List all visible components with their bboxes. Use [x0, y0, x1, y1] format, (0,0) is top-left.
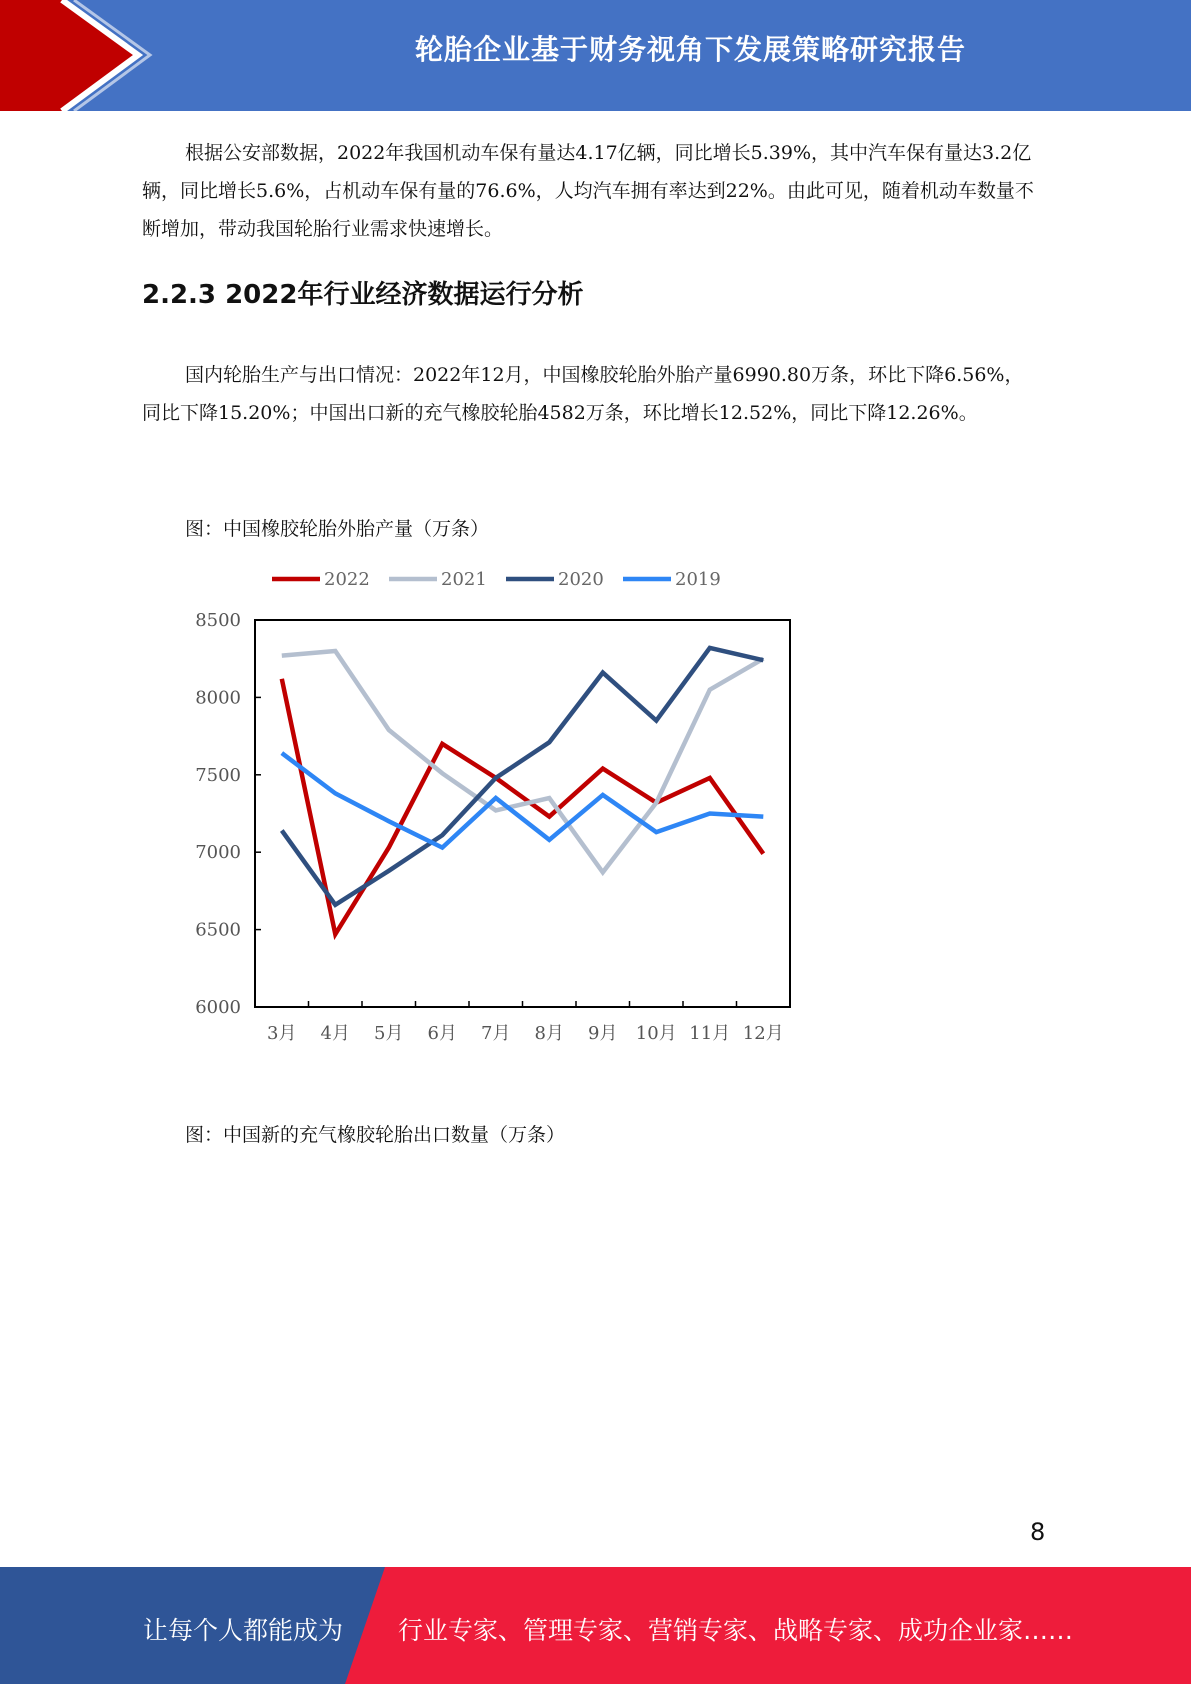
- paragraph-vehicle-ownership: 根据公安部数据，2022年我国机动车保有量达4.17亿辆，同比增长5.39%，其中汽车保有量达3.2亿辆，同比增长5.6%，占机动车保有量的76.6%，人均汽车拥有率达到22%。由此可见，随着机动车数量不断增加，带动我国轮胎行业需求快速增长。: [142, 142, 1034, 240]
- x-tick-label: 11月: [689, 1023, 731, 1044]
- legend-label-2019: 2019: [675, 569, 721, 590]
- section-heading: 2.2.3 2022年行业经济数据运行分析: [142, 280, 584, 310]
- footer-slogan-left: 让每个人都能成为: [143, 1616, 344, 1645]
- footer-slogan-right: 行业专家、管理专家、营销专家、战略专家、成功企业家……: [398, 1616, 1074, 1645]
- report-title: 轮胎企业基于财务视角下发展策略研究报告: [414, 33, 966, 66]
- y-tick-label: 6500: [195, 919, 241, 941]
- chart-caption-production: 图：中国橡胶轮胎外胎产量（万条）: [185, 518, 490, 540]
- y-tick-label: 7500: [195, 764, 241, 786]
- chart-series: [282, 648, 764, 934]
- x-tick-label: 7月: [481, 1023, 511, 1044]
- paragraph-tire-production: 国内轮胎生产与出口情况：2022年12月，中国橡胶轮胎外胎产量6990.80万条，环比下降6.56%，同比下降15.20%；中国出口新的充气橡胶轮胎4582万条，环比增长12.52%，同比下降12.26%。: [142, 364, 1024, 424]
- y-tick-label: 6000: [195, 997, 241, 1018]
- y-tick-label: 8500: [195, 610, 241, 631]
- x-tick-label: 4月: [320, 1023, 350, 1044]
- x-tick-label: 10月: [635, 1023, 677, 1044]
- page-footer: [0, 1567, 1191, 1684]
- y-tick-label: 7000: [195, 842, 241, 864]
- chart-caption-export: 图：中国新的充气橡胶轮胎出口数量（万条）: [185, 1124, 566, 1146]
- page-number: 8: [1030, 1518, 1046, 1546]
- legend-label-2022: 2022: [324, 569, 370, 590]
- y-axis: [195, 610, 261, 1018]
- legend-label-2020: 2020: [558, 569, 604, 590]
- x-tick-label: 6月: [427, 1023, 457, 1044]
- series-line-2020: [282, 648, 764, 905]
- y-tick-label: 8000: [195, 687, 241, 709]
- series-line-2019: [282, 753, 764, 848]
- legend-label-2021: 2021: [441, 569, 487, 590]
- x-tick-label: 5月: [374, 1023, 404, 1044]
- x-tick-label: 9月: [588, 1023, 618, 1044]
- chart-legend: [272, 569, 721, 590]
- page-header: [0, 0, 1191, 111]
- x-tick-label: 8月: [534, 1023, 564, 1044]
- x-tick-label: 3月: [267, 1023, 297, 1044]
- tire-production-chart: [180, 555, 800, 1055]
- x-tick-label: 12月: [742, 1023, 784, 1044]
